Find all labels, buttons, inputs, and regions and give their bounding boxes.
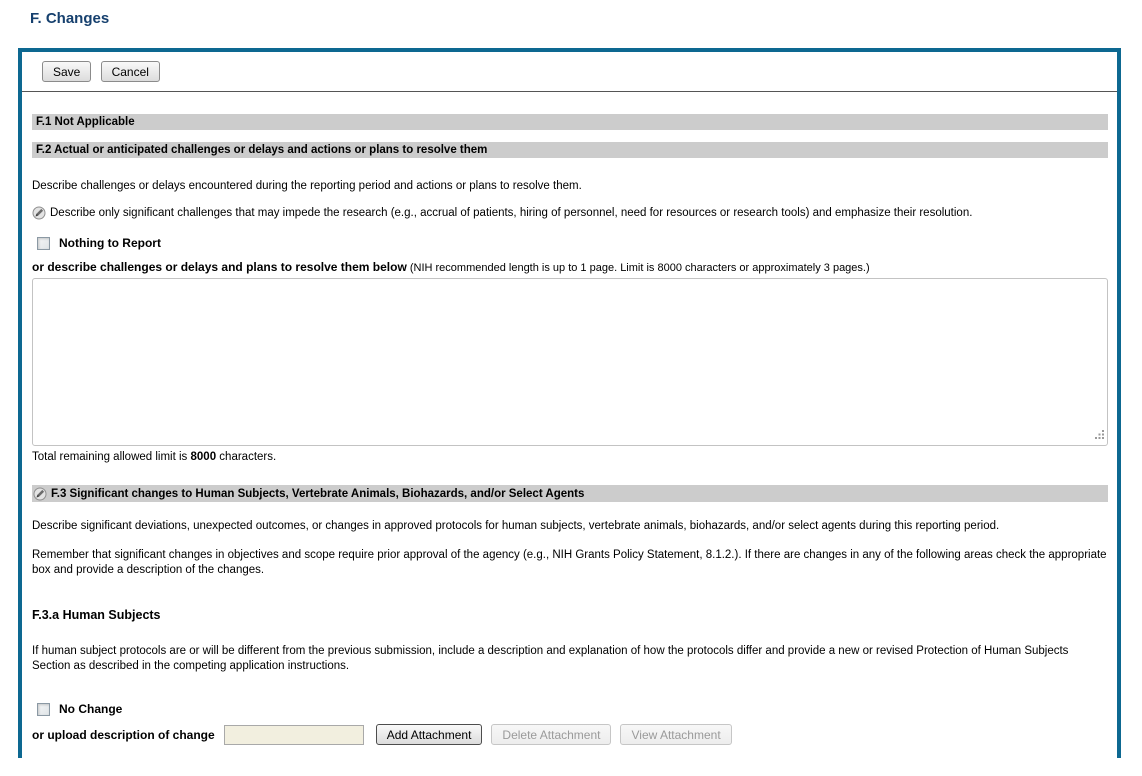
f3a-description: If human subject protocols are or will be different from the previous submission, include a description and explanation of how the protocols differ and provide a new or revised Protection of Human Subjects Section as described in the competing application instructions. (32, 645, 1069, 672)
f2-instruction-text: Describe only significant challenges that may impede the research (e.g., accrual of patients, hiring of personnel, need for resources or research tools) and emphasize their resolution. (50, 207, 973, 219)
f2-instruction-row (32, 206, 1108, 221)
pencil-instruction-icon (33, 487, 47, 501)
upload-description-row (32, 724, 1108, 745)
f3-description-2: Remember that significant changes in objectives and scope require prior approval of the agency (e.g., NIH Grants Policy Statement, 8.1.2.). If there are changes in any of the following areas check the appropriate box and provide a description of the changes. (32, 549, 1107, 576)
remaining-prefix: Total remaining allowed limit is (32, 451, 191, 463)
or-describe-row (32, 260, 1108, 275)
or-describe-label: or describe challenges or delays and plans to resolve them below (32, 260, 407, 274)
no-change-label: No Change (59, 702, 123, 716)
changes-form-panel (18, 48, 1121, 758)
remaining-suffix: characters. (216, 451, 277, 463)
no-change-row (32, 702, 1108, 716)
cancel-button[interactable]: Cancel (101, 61, 160, 82)
view-attachment-button[interactable]: View Attachment (620, 724, 731, 745)
attachment-filename-field[interactable] (224, 725, 364, 745)
delete-attachment-button[interactable]: Delete Attachment (491, 724, 611, 745)
section-header-f3-label: F.3 Significant changes to Human Subjects, Vertebrate Animals, Biohazards, and/or Select Agents (51, 487, 585, 500)
pencil-instruction-icon (32, 206, 46, 220)
f3-description-1: Describe significant deviations, unexpected outcomes, or changes in approved protocols for human subjects, vertebrate animals, biohazards, and/or select agents during this reporting period. (32, 520, 1000, 532)
no-change-checkbox[interactable] (37, 703, 50, 716)
nothing-to-report-checkbox[interactable] (37, 237, 50, 250)
section-header-f3 (32, 485, 1108, 502)
challenges-textarea-wrap (32, 278, 1108, 446)
section-header-f1: F.1 Not Applicable (32, 114, 1108, 130)
f2-description: Describe challenges or delays encountered during the reporting period and actions or plans to resolve them. (32, 180, 582, 192)
nothing-to-report-row (32, 236, 1108, 250)
add-attachment-button[interactable]: Add Attachment (376, 724, 483, 745)
page-title: F. Changes (30, 10, 110, 27)
save-button[interactable]: Save (42, 61, 91, 82)
challenges-textarea[interactable] (32, 278, 1108, 446)
remaining-count: 8000 (190, 451, 217, 463)
subsection-heading-f3a: F.3.a Human Subjects (32, 608, 161, 622)
length-note: (NIH recommended length is up to 1 page. Limit is 8000 characters or approximately 3 pages.) (406, 262, 870, 274)
toolbar (22, 52, 1117, 91)
remaining-limit-text (32, 450, 1108, 464)
section-header-f2: F.2 Actual or anticipated challenges or delays and actions or plans to resolve them (32, 142, 1108, 158)
form-content (22, 114, 1117, 745)
toolbar-divider (22, 91, 1117, 92)
upload-description-label: or upload description of change (32, 727, 215, 742)
resize-grip-icon[interactable] (1095, 430, 1105, 443)
nothing-to-report-label: Nothing to Report (59, 236, 161, 250)
